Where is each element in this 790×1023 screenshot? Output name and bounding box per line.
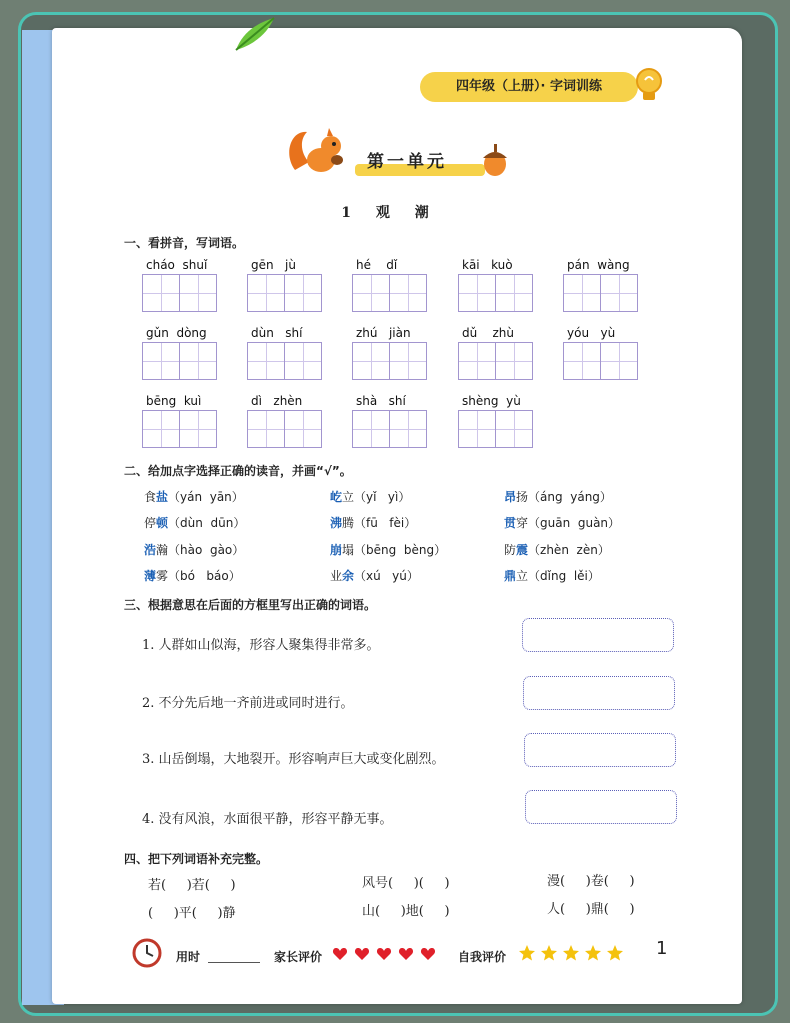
section2-title: 二、给加点字选择正确的读音，并画“√”。 bbox=[124, 464, 352, 478]
pinyin-options[interactable]: （hào gào） bbox=[168, 543, 245, 557]
pinyin-label: gǔn dòng bbox=[146, 326, 207, 340]
writing-grid[interactable] bbox=[142, 342, 217, 380]
pronunciation-item[interactable] bbox=[144, 488, 244, 505]
grid-cell[interactable] bbox=[563, 274, 601, 312]
dotted-character: 崩 bbox=[330, 543, 343, 557]
section3-title: 三、根据意思在后面的方框里写出正确的词语。 bbox=[124, 598, 377, 612]
pinyin-options[interactable]: （zhèn zèn） bbox=[528, 543, 610, 557]
clock-icon bbox=[132, 938, 162, 968]
pinyin-label: gēn jù bbox=[251, 258, 296, 272]
pinyin-options[interactable]: （yǐ yì） bbox=[354, 490, 411, 504]
grid-cell[interactable] bbox=[142, 410, 180, 448]
writing-grid[interactable] bbox=[458, 342, 533, 380]
heart-icon[interactable] bbox=[398, 946, 414, 962]
writing-grid[interactable] bbox=[352, 342, 427, 380]
parent-eval-label: 家长评价 bbox=[274, 950, 323, 964]
dotted-character: 贯 bbox=[504, 516, 517, 530]
grade-badge: 四年级（上册）· 字词训练 bbox=[420, 72, 638, 102]
pinyin-label: shèng yù bbox=[462, 394, 521, 408]
writing-grid[interactable] bbox=[247, 274, 322, 312]
grid-cell[interactable] bbox=[389, 342, 427, 380]
answer-box-2[interactable] bbox=[523, 676, 675, 710]
pinyin-label: yóu yù bbox=[567, 326, 616, 340]
answer-box-4[interactable] bbox=[525, 790, 677, 824]
pronunciation-item[interactable] bbox=[504, 541, 610, 558]
pronunciation-item[interactable] bbox=[504, 488, 612, 505]
leaf-icon bbox=[232, 14, 278, 54]
pronunciation-item[interactable] bbox=[504, 514, 620, 531]
pinyin-options[interactable]: （xú yú） bbox=[354, 569, 419, 583]
pinyin-label: bēng kuì bbox=[146, 394, 202, 408]
heart-icon[interactable] bbox=[420, 946, 436, 962]
idiom-fill-4[interactable]: ( )平( )静 bbox=[148, 906, 236, 921]
unit-title: 第一单元 bbox=[355, 142, 487, 180]
dotted-character: 屹 bbox=[330, 490, 343, 504]
grid-cell[interactable] bbox=[495, 342, 533, 380]
grid-cell[interactable] bbox=[389, 410, 427, 448]
section4-title: 四、把下列词语补充完整。 bbox=[124, 852, 269, 866]
pinyin-label: kāi kuò bbox=[462, 258, 513, 272]
grid-cell[interactable] bbox=[284, 342, 322, 380]
page-number: 1 bbox=[656, 938, 668, 959]
writing-grid[interactable] bbox=[247, 410, 322, 448]
heart-icon[interactable] bbox=[332, 946, 348, 962]
grid-cell[interactable] bbox=[284, 274, 322, 312]
writing-grid[interactable] bbox=[352, 410, 427, 448]
definition-2: 2. 不分先后地一齐前进或同时进行。 bbox=[142, 696, 354, 711]
grid-cell[interactable] bbox=[495, 274, 533, 312]
pinyin-label: dǔ zhù bbox=[462, 326, 514, 340]
definition-4: 4. 没有风浪，水面很平静，形容平静无事。 bbox=[142, 812, 393, 827]
dotted-character: 沸 bbox=[330, 516, 343, 530]
dotted-character: 盐 bbox=[156, 490, 169, 504]
pinyin-options[interactable]: （dǐng lěi） bbox=[528, 569, 600, 583]
dotted-character: 震 bbox=[516, 543, 529, 557]
squirrel-icon bbox=[285, 124, 347, 178]
footer bbox=[132, 938, 692, 972]
pinyin-label: zhú jiàn bbox=[356, 326, 411, 340]
word-part: 食 bbox=[144, 490, 157, 504]
time-label: 用时 bbox=[176, 950, 201, 964]
grid-cell[interactable] bbox=[600, 274, 638, 312]
idiom-fill-5[interactable]: 山( )地( ) bbox=[362, 904, 450, 919]
pinyin-options[interactable]: （yán yān） bbox=[168, 490, 244, 504]
pronunciation-item[interactable] bbox=[330, 567, 419, 584]
pinyin-label: cháo shuǐ bbox=[146, 258, 208, 272]
writing-grid[interactable] bbox=[458, 274, 533, 312]
heart-icon[interactable] bbox=[376, 946, 392, 962]
grid-cell[interactable] bbox=[247, 342, 285, 380]
self-eval-label: 自我评价 bbox=[458, 950, 507, 964]
lightbulb-icon bbox=[632, 66, 666, 106]
grid-cell[interactable] bbox=[458, 342, 496, 380]
pinyin-label: hé dǐ bbox=[356, 258, 398, 272]
writing-grid[interactable] bbox=[458, 410, 533, 448]
word-part: 雾 bbox=[156, 569, 169, 583]
writing-grid[interactable] bbox=[563, 274, 638, 312]
time-blank[interactable] bbox=[208, 962, 260, 963]
grid-cell[interactable] bbox=[600, 342, 638, 380]
pronunciation-item[interactable] bbox=[330, 541, 446, 558]
star-icon[interactable] bbox=[606, 944, 624, 962]
star-icon[interactable] bbox=[518, 944, 536, 962]
dotted-character: 昂 bbox=[504, 490, 517, 504]
writing-grid[interactable] bbox=[563, 342, 638, 380]
pinyin-options[interactable]: （áng yáng） bbox=[528, 490, 612, 504]
heart-icon[interactable] bbox=[354, 946, 370, 962]
section1-title: 一、看拼音，写词语。 bbox=[124, 236, 245, 250]
grid-cell[interactable] bbox=[179, 274, 217, 312]
pinyin-options[interactable]: （bó báo） bbox=[168, 569, 241, 583]
writing-grid[interactable] bbox=[247, 342, 322, 380]
dotted-character: 浩 bbox=[144, 543, 157, 557]
word-part: 腾 bbox=[342, 516, 355, 530]
acorn-icon bbox=[480, 142, 510, 178]
star-icon[interactable] bbox=[540, 944, 558, 962]
lesson-title: 1 观 潮 bbox=[341, 205, 439, 221]
grid-cell[interactable] bbox=[458, 410, 496, 448]
pinyin-options[interactable]: （bēng bèng） bbox=[354, 543, 447, 557]
star-icon[interactable] bbox=[562, 944, 580, 962]
pinyin-label: dùn shí bbox=[251, 326, 303, 340]
grid-cell[interactable] bbox=[247, 410, 285, 448]
pinyin-options[interactable]: （fū fèi） bbox=[354, 516, 417, 530]
idiom-fill-3[interactable]: 漫( )卷( ) bbox=[547, 874, 635, 889]
dotted-character: 薄 bbox=[144, 569, 157, 583]
pronunciation-item[interactable] bbox=[330, 514, 416, 531]
pinyin-label: pán wàng bbox=[567, 258, 630, 272]
pinyin-label: shà shí bbox=[356, 394, 406, 408]
writing-grid[interactable] bbox=[352, 274, 427, 312]
pronunciation-item[interactable] bbox=[144, 567, 241, 584]
definition-3: 3. 山岳倒塌，大地裂开。形容响声巨大或变化剧烈。 bbox=[142, 752, 445, 767]
word-part: 防 bbox=[504, 543, 517, 557]
idiom-fill-1[interactable]: 若( )若( ) bbox=[148, 878, 236, 893]
pronunciation-item[interactable] bbox=[330, 488, 410, 505]
grid-cell[interactable] bbox=[495, 410, 533, 448]
dotted-character: 鼎 bbox=[504, 569, 517, 583]
word-part: 立 bbox=[516, 569, 529, 583]
grid-cell[interactable] bbox=[247, 274, 285, 312]
writing-grid[interactable] bbox=[142, 410, 217, 448]
dotted-character: 余 bbox=[342, 569, 355, 583]
word-part: 扬 bbox=[516, 490, 529, 504]
word-part: 业 bbox=[330, 569, 343, 583]
grid-cell[interactable] bbox=[179, 342, 217, 380]
grid-cell[interactable] bbox=[179, 410, 217, 448]
grid-cell[interactable] bbox=[563, 342, 601, 380]
grid-cell[interactable] bbox=[352, 410, 390, 448]
idiom-fill-6[interactable]: 人( )鼎( ) bbox=[547, 902, 635, 917]
definition-1: 1. 人群如山似海，形容人聚集得非常多。 bbox=[142, 638, 380, 653]
word-part: 停 bbox=[144, 516, 157, 530]
pronunciation-item[interactable] bbox=[144, 541, 244, 558]
writing-grid[interactable] bbox=[142, 274, 217, 312]
idiom-fill-2[interactable]: 风号( )( ) bbox=[362, 876, 450, 891]
word-part: 瀚 bbox=[156, 543, 169, 557]
word-part: 穿 bbox=[516, 516, 529, 530]
word-part: 立 bbox=[342, 490, 355, 504]
answer-box-1[interactable] bbox=[522, 618, 674, 652]
grid-cell[interactable] bbox=[352, 274, 390, 312]
pinyin-options[interactable]: （guān guàn） bbox=[528, 516, 621, 530]
pinyin-label: dì zhèn bbox=[251, 394, 303, 408]
grid-cell[interactable] bbox=[352, 342, 390, 380]
grid-cell[interactable] bbox=[458, 274, 496, 312]
grid-cell[interactable] bbox=[284, 410, 322, 448]
word-part: 塌 bbox=[342, 543, 355, 557]
pronunciation-item[interactable] bbox=[144, 514, 245, 531]
pronunciation-item[interactable] bbox=[504, 567, 600, 584]
grid-cell[interactable] bbox=[142, 342, 180, 380]
grid-cell[interactable] bbox=[389, 274, 427, 312]
star-icon[interactable] bbox=[584, 944, 602, 962]
pinyin-options[interactable]: （dùn dūn） bbox=[168, 516, 246, 530]
answer-box-3[interactable] bbox=[524, 733, 676, 767]
grid-cell[interactable] bbox=[142, 274, 180, 312]
dotted-character: 顿 bbox=[156, 516, 169, 530]
